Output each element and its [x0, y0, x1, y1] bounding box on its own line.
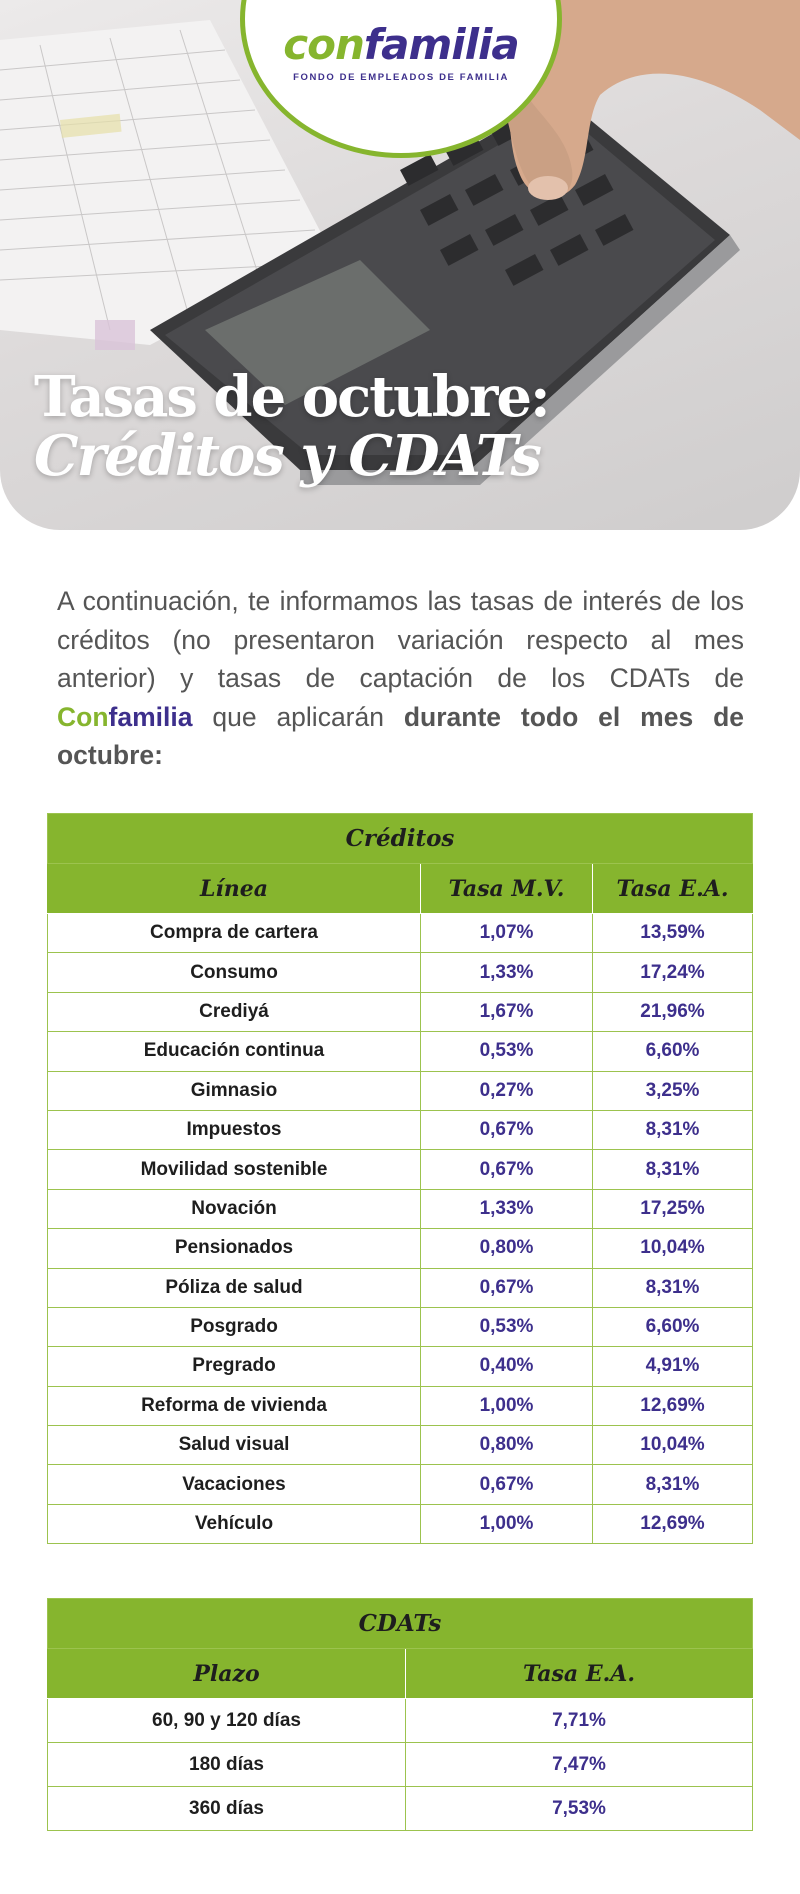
rate-value: 3,25%: [593, 1071, 753, 1110]
row-label: Póliza de salud: [48, 1268, 421, 1307]
intro-bold: durante todo el mes de octubre:: [57, 701, 744, 770]
row-label: Gimnasio: [48, 1071, 421, 1110]
logo-familia: familia: [363, 20, 519, 69]
table-row: [48, 1743, 753, 1787]
table-row: [48, 1787, 753, 1831]
table-row: [48, 1386, 753, 1425]
creditos-caption: Créditos: [48, 814, 753, 864]
row-label: Salud visual: [48, 1426, 421, 1465]
row-label: Novación: [48, 1189, 421, 1228]
rate-value: 6,60%: [593, 1307, 753, 1346]
row-label: Educación continua: [48, 1032, 421, 1071]
header-plazo: Plazo: [48, 1649, 406, 1699]
rate-value: 0,53%: [421, 1032, 593, 1071]
cdats-caption: CDATs: [48, 1599, 753, 1649]
cdats-body: [48, 1699, 753, 1831]
title-line-2: Créditos y CDATs: [34, 423, 540, 489]
header-tasa-ea: Tasa E.A.: [593, 864, 753, 914]
table-row: [48, 914, 753, 953]
title-line-1: Tasas de octubre:: [34, 364, 549, 430]
rate-value: 21,96%: [593, 992, 753, 1031]
row-label: Reforma de vivienda: [48, 1386, 421, 1425]
intro-text-2: que aplicarán: [192, 701, 404, 732]
rate-value: 8,31%: [593, 1110, 753, 1149]
intro-brand-familia: familia: [108, 701, 193, 732]
row-label: Impuestos: [48, 1110, 421, 1149]
rate-value: 1,67%: [421, 992, 593, 1031]
row-label: 180 días: [48, 1743, 406, 1787]
rate-value: 8,31%: [593, 1465, 753, 1504]
hero-banner: [0, 0, 800, 530]
table-row: [48, 1268, 753, 1307]
header-tasa-ea: Tasa E.A.: [406, 1649, 753, 1699]
rate-value: 1,00%: [421, 1386, 593, 1425]
rate-value: 17,25%: [593, 1189, 753, 1228]
row-label: Posgrado: [48, 1307, 421, 1346]
rate-value: 1,07%: [421, 914, 593, 953]
table-row: [48, 1032, 753, 1071]
table-row: [48, 953, 753, 992]
table-row: [48, 1110, 753, 1149]
rate-value: 17,24%: [593, 953, 753, 992]
table-row: [48, 1347, 753, 1386]
row-label: Crediyá: [48, 992, 421, 1031]
intro-text-1: A continuación, te informamos las tasas de interés de los créditos (no presentaron variación respecto al mes anterior) y tasas de captación de los CDATs de: [57, 586, 744, 693]
rate-value: 0,67%: [421, 1150, 593, 1189]
table-row: [48, 1150, 753, 1189]
row-label: Vehículo: [48, 1504, 421, 1543]
table-row: [48, 1189, 753, 1228]
rate-value: 0,80%: [421, 1426, 593, 1465]
row-label: Pregrado: [48, 1347, 421, 1386]
rate-value: 0,67%: [421, 1110, 593, 1149]
rate-value: 0,27%: [421, 1071, 593, 1110]
creditos-table: [47, 813, 753, 1544]
rate-value: 0,53%: [421, 1307, 593, 1346]
table-row: [48, 992, 753, 1031]
rate-value: 6,60%: [593, 1032, 753, 1071]
rate-value: 1,33%: [421, 1189, 593, 1228]
header-linea: Línea: [48, 864, 421, 914]
row-label: 60, 90 y 120 días: [48, 1699, 406, 1743]
table-row: [48, 1465, 753, 1504]
table-row: [48, 1699, 753, 1743]
header-tasa-mv: Tasa M.V.: [421, 864, 593, 914]
rate-value: 10,04%: [593, 1426, 753, 1465]
rate-value: 0,40%: [421, 1347, 593, 1386]
cdats-table: [47, 1598, 753, 1831]
rate-value: 0,67%: [421, 1268, 593, 1307]
rate-value: 1,33%: [421, 953, 593, 992]
logo-con: con: [283, 20, 364, 69]
table-row: [48, 1504, 753, 1543]
rate-value: 13,59%: [593, 914, 753, 953]
rate-value: 7,53%: [406, 1787, 753, 1831]
table-row: [48, 1307, 753, 1346]
rate-value: 10,04%: [593, 1229, 753, 1268]
rate-value: 1,00%: [421, 1504, 593, 1543]
rate-value: 8,31%: [593, 1150, 753, 1189]
page-title: [34, 364, 549, 489]
intro-paragraph: [57, 582, 744, 775]
intro-brand-con: Con: [57, 701, 109, 732]
row-label: Consumo: [48, 953, 421, 992]
logo-tagline: FONDO DE EMPLEADOS DE FAMILIA: [293, 72, 509, 83]
row-label: Compra de cartera: [48, 914, 421, 953]
rate-value: 12,69%: [593, 1504, 753, 1543]
rate-value: 4,91%: [593, 1347, 753, 1386]
row-label: 360 días: [48, 1787, 406, 1831]
row-label: Pensionados: [48, 1229, 421, 1268]
rate-value: 0,80%: [421, 1229, 593, 1268]
rate-value: 12,69%: [593, 1386, 753, 1425]
rate-value: 8,31%: [593, 1268, 753, 1307]
table-row: [48, 1229, 753, 1268]
rate-value: 7,47%: [406, 1743, 753, 1787]
table-row: [48, 1071, 753, 1110]
rate-value: 7,71%: [406, 1699, 753, 1743]
row-label: Movilidad sostenible: [48, 1150, 421, 1189]
table-row: [48, 1426, 753, 1465]
creditos-body: [48, 914, 753, 1544]
rate-value: 0,67%: [421, 1465, 593, 1504]
row-label: Vacaciones: [48, 1465, 421, 1504]
confamilia-logo: [283, 20, 519, 69]
